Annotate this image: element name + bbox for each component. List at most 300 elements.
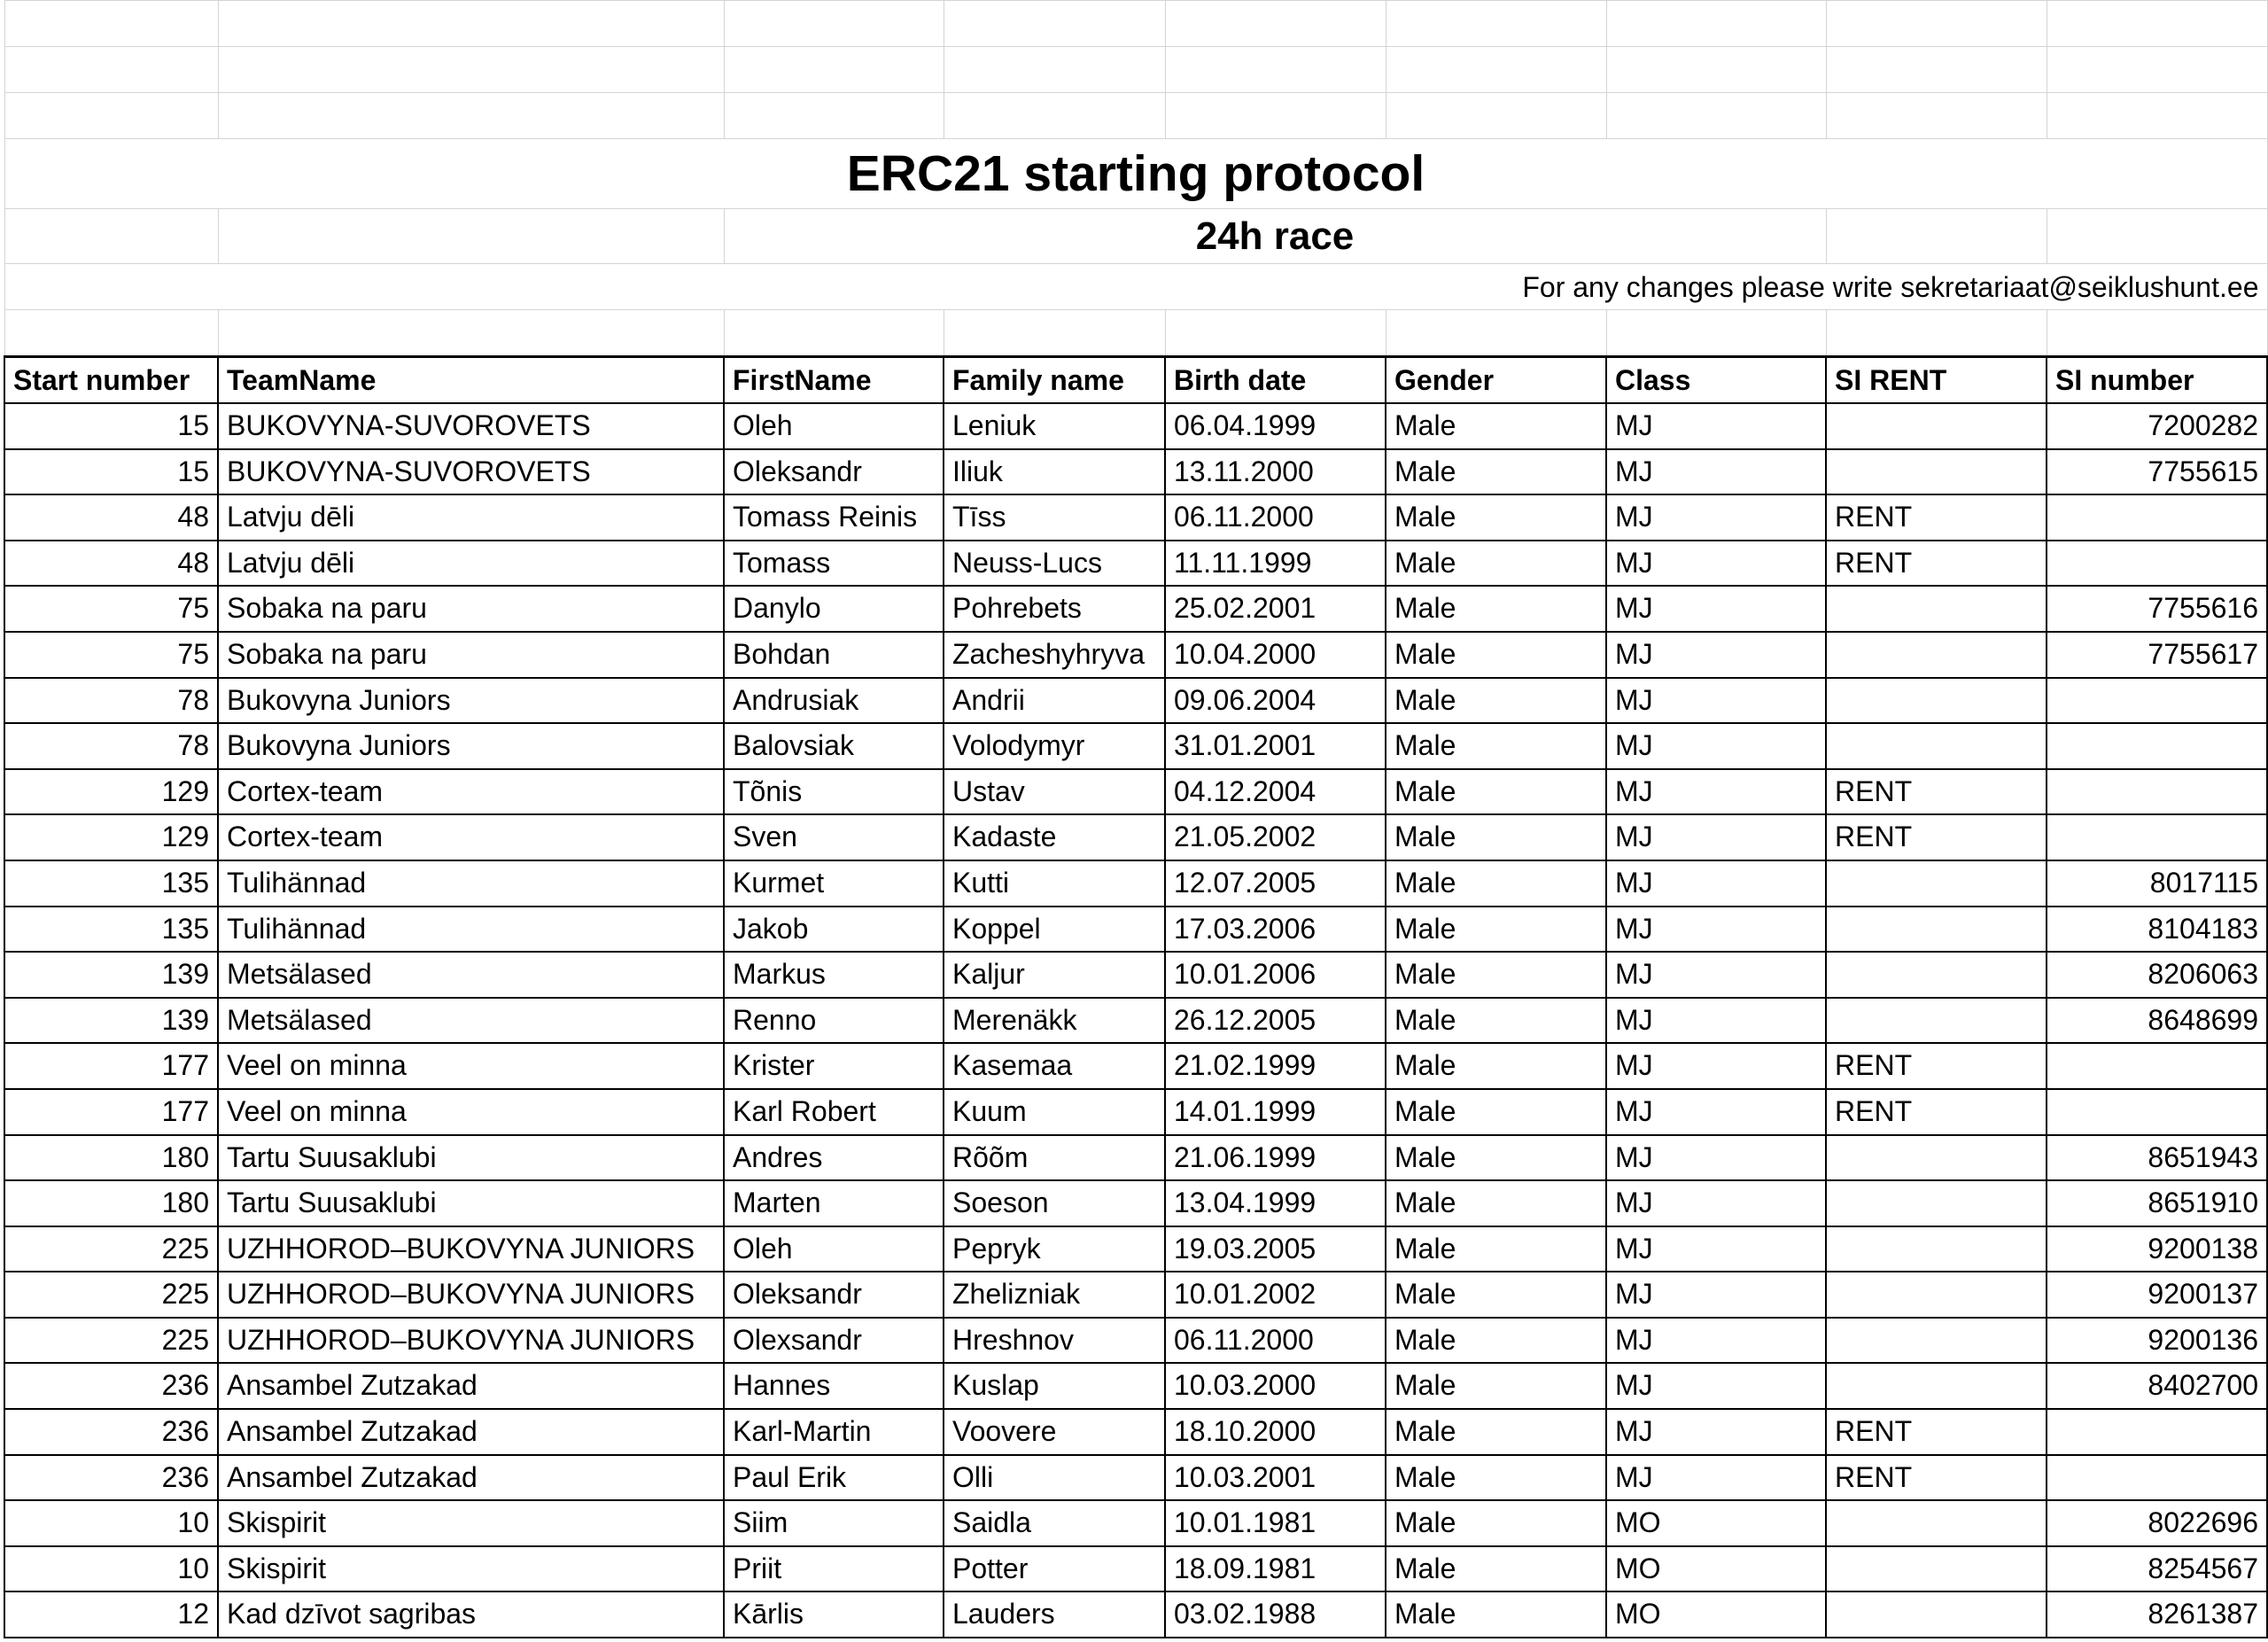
cell-si-rent[interactable]: RENT <box>1826 769 2047 815</box>
cell-start-number[interactable]: 10 <box>4 1546 218 1592</box>
cell-si-rent[interactable]: RENT <box>1826 1089 2047 1135</box>
cell-family-name[interactable]: Merenäkk <box>944 998 1165 1044</box>
cell-team-name[interactable]: Ansambel Zutzakad <box>218 1363 724 1409</box>
cell-si-rent[interactable] <box>1826 1546 2047 1592</box>
cell-start-number[interactable]: 225 <box>4 1272 218 1318</box>
cell-si-number[interactable]: 9200138 <box>2047 1226 2267 1272</box>
column-header-first-name[interactable]: FirstName <box>724 357 944 404</box>
contact-note[interactable]: For any changes please write sekretariaat@seiklushunt.ee <box>4 264 2267 310</box>
cell-class[interactable]: MJ <box>1606 1363 1826 1409</box>
cell-gender[interactable]: Male <box>1386 403 1606 449</box>
cell-start-number[interactable]: 78 <box>4 723 218 769</box>
cell-team-name[interactable]: UZHHOROD–BUKOVYNA JUNIORS <box>218 1272 724 1318</box>
cell[interactable] <box>1606 93 1826 139</box>
cell-family-name[interactable]: Kuum <box>944 1089 1165 1135</box>
cell-team-name[interactable]: Latvju dēli <box>218 494 724 541</box>
cell-class[interactable]: MJ <box>1606 769 1826 815</box>
cell-birth-date[interactable]: 12.07.2005 <box>1165 860 1386 907</box>
cell-family-name[interactable]: Kasemaa <box>944 1043 1165 1089</box>
cell-team-name[interactable]: Ansambel Zutzakad <box>218 1455 724 1501</box>
cell-si-number[interactable]: 8254567 <box>2047 1546 2267 1592</box>
cell-family-name[interactable]: Voovere <box>944 1409 1165 1455</box>
cell-first-name[interactable]: Bohdan <box>724 632 944 678</box>
cell-team-name[interactable]: Tulihännad <box>218 860 724 907</box>
cell-class[interactable]: MJ <box>1606 723 1826 769</box>
column-header-team-name[interactable]: TeamName <box>218 357 724 404</box>
table-row <box>4 586 2267 632</box>
cell-birth-date[interactable]: 13.04.1999 <box>1165 1180 1386 1226</box>
cell-start-number[interactable]: 75 <box>4 586 218 632</box>
cell-gender[interactable]: Male <box>1386 998 1606 1044</box>
cell-team-name[interactable]: Bukovyna Juniors <box>218 678 724 724</box>
cell-gender[interactable]: Male <box>1386 1180 1606 1226</box>
cell-class[interactable]: MJ <box>1606 1180 1826 1226</box>
cell-start-number[interactable]: 12 <box>4 1591 218 1638</box>
cell-birth-date[interactable]: 10.01.1981 <box>1165 1500 1386 1546</box>
cell-birth-date[interactable]: 10.01.2006 <box>1165 952 1386 998</box>
cell-class[interactable]: MJ <box>1606 586 1826 632</box>
cell-first-name[interactable]: Jakob <box>724 907 944 953</box>
cell-team-name[interactable]: Latvju dēli <box>218 541 724 587</box>
cell-family-name[interactable]: Neuss-Lucs <box>944 541 1165 587</box>
cell-si-number[interactable] <box>2047 814 2267 860</box>
cell-gender[interactable]: Male <box>1386 723 1606 769</box>
cell-team-name[interactable]: BUKOVYNA-SUVOROVETS <box>218 449 724 495</box>
cell-gender[interactable]: Male <box>1386 678 1606 724</box>
cell-si-number[interactable] <box>2047 1043 2267 1089</box>
cell-gender[interactable]: Male <box>1386 952 1606 998</box>
cell-si-number[interactable]: 8651943 <box>2047 1135 2267 1181</box>
cell[interactable] <box>218 209 724 264</box>
cell-birth-date[interactable]: 06.11.2000 <box>1165 1318 1386 1364</box>
cell-start-number[interactable]: 177 <box>4 1089 218 1135</box>
cell[interactable] <box>1386 47 1606 93</box>
cell-family-name[interactable]: Kadaste <box>944 814 1165 860</box>
cell-birth-date[interactable]: 10.03.2001 <box>1165 1455 1386 1501</box>
cell-team-name[interactable]: Ansambel Zutzakad <box>218 1409 724 1455</box>
cell-start-number[interactable]: 236 <box>4 1363 218 1409</box>
cell-first-name[interactable]: Andrusiak <box>724 678 944 724</box>
column-header-birth-date[interactable]: Birth date <box>1165 357 1386 404</box>
cell-birth-date[interactable]: 19.03.2005 <box>1165 1226 1386 1272</box>
cell-start-number[interactable]: 10 <box>4 1500 218 1546</box>
cell-start-number[interactable]: 15 <box>4 403 218 449</box>
cell[interactable] <box>1606 1 1826 47</box>
cell-birth-date[interactable]: 10.04.2000 <box>1165 632 1386 678</box>
cell-family-name[interactable]: Lauders <box>944 1591 1165 1638</box>
cell-start-number[interactable]: 129 <box>4 769 218 815</box>
cell-family-name[interactable]: Kaljur <box>944 952 1165 998</box>
cell-start-number[interactable]: 139 <box>4 998 218 1044</box>
cell[interactable] <box>218 47 724 93</box>
cell-class[interactable]: MJ <box>1606 541 1826 587</box>
cell-si-rent[interactable]: RENT <box>1826 1409 2047 1455</box>
cell-si-number[interactable]: 8648699 <box>2047 998 2267 1044</box>
cell-start-number[interactable]: 135 <box>4 860 218 907</box>
cell-class[interactable]: MJ <box>1606 1089 1826 1135</box>
cell-si-rent[interactable] <box>1826 860 2047 907</box>
cell-family-name[interactable]: Leniuk <box>944 403 1165 449</box>
cell-team-name[interactable]: Kad dzīvot sagribas <box>218 1591 724 1638</box>
cell-si-rent[interactable] <box>1826 632 2047 678</box>
cell-gender[interactable]: Male <box>1386 769 1606 815</box>
cell-class[interactable]: MJ <box>1606 952 1826 998</box>
column-header-family-name[interactable]: Family name <box>944 357 1165 404</box>
cell-start-number[interactable]: 236 <box>4 1455 218 1501</box>
cell-birth-date[interactable]: 11.11.1999 <box>1165 541 1386 587</box>
cell-first-name[interactable]: Marten <box>724 1180 944 1226</box>
cell[interactable] <box>1606 47 1826 93</box>
cell[interactable] <box>944 310 1165 357</box>
cell-start-number[interactable]: 75 <box>4 632 218 678</box>
cell-first-name[interactable]: Karl-Martin <box>724 1409 944 1455</box>
cell-si-rent[interactable]: RENT <box>1826 541 2047 587</box>
cell-start-number[interactable]: 225 <box>4 1226 218 1272</box>
cell-start-number[interactable]: 15 <box>4 449 218 495</box>
cell[interactable] <box>1165 93 1386 139</box>
cell-gender[interactable]: Male <box>1386 1043 1606 1089</box>
cell-class[interactable]: MJ <box>1606 1135 1826 1181</box>
cell[interactable] <box>4 93 218 139</box>
cell-first-name[interactable]: Siim <box>724 1500 944 1546</box>
table-row <box>4 1135 2267 1181</box>
cell-si-number[interactable] <box>2047 1089 2267 1135</box>
cell[interactable] <box>944 93 1165 139</box>
cell-team-name[interactable]: Tartu Suusaklubi <box>218 1180 724 1226</box>
cell-class[interactable]: MJ <box>1606 1318 1826 1364</box>
column-header-si-number[interactable]: SI number <box>2047 357 2267 404</box>
column-header-start-number[interactable]: Start number <box>4 357 218 404</box>
cell-birth-date[interactable]: 18.09.1981 <box>1165 1546 1386 1592</box>
cell-si-number[interactable] <box>2047 541 2267 587</box>
cell-family-name[interactable]: Iliuk <box>944 449 1165 495</box>
cell-class[interactable]: MJ <box>1606 907 1826 953</box>
cell-gender[interactable]: Male <box>1386 1363 1606 1409</box>
cell-class[interactable]: MO <box>1606 1546 1826 1592</box>
cell-gender[interactable]: Male <box>1386 1591 1606 1638</box>
cell[interactable] <box>218 1 724 47</box>
cell-start-number[interactable]: 48 <box>4 541 218 587</box>
cell-class[interactable]: MJ <box>1606 1226 1826 1272</box>
cell-si-rent[interactable] <box>1826 723 2047 769</box>
cell-first-name[interactable]: Kārlis <box>724 1591 944 1638</box>
cell[interactable] <box>724 310 944 357</box>
cell-team-name[interactable]: Skispirit <box>218 1500 724 1546</box>
cell-team-name[interactable]: Sobaka na paru <box>218 586 724 632</box>
cell-first-name[interactable]: Danylo <box>724 586 944 632</box>
cell-birth-date[interactable]: 04.12.2004 <box>1165 769 1386 815</box>
cell-birth-date[interactable]: 06.04.1999 <box>1165 403 1386 449</box>
cell[interactable] <box>4 1 218 47</box>
cell-first-name[interactable]: Kurmet <box>724 860 944 907</box>
contact-row <box>4 264 2267 310</box>
cell-family-name[interactable]: Pohrebets <box>944 586 1165 632</box>
cell-first-name[interactable]: Andres <box>724 1135 944 1181</box>
cell-start-number[interactable]: 180 <box>4 1135 218 1181</box>
cell[interactable] <box>4 209 218 264</box>
cell-start-number[interactable]: 236 <box>4 1409 218 1455</box>
cell-birth-date[interactable]: 10.03.2000 <box>1165 1363 1386 1409</box>
cell[interactable] <box>1826 47 2047 93</box>
column-header-class[interactable]: Class <box>1606 357 1826 404</box>
cell-team-name[interactable]: Tulihännad <box>218 907 724 953</box>
cell[interactable] <box>724 47 944 93</box>
cell-family-name[interactable]: Soeson <box>944 1180 1165 1226</box>
cell-si-rent[interactable] <box>1826 1318 2047 1364</box>
cell[interactable] <box>2047 209 2267 264</box>
cell-class[interactable]: MJ <box>1606 814 1826 860</box>
cell-gender[interactable]: Male <box>1386 1409 1606 1455</box>
cell-si-number[interactable] <box>2047 769 2267 815</box>
cell[interactable] <box>724 93 944 139</box>
cell-si-rent[interactable] <box>1826 1135 2047 1181</box>
cell-first-name[interactable]: Oleh <box>724 1226 944 1272</box>
cell-class[interactable]: MJ <box>1606 998 1826 1044</box>
cell[interactable] <box>1826 310 2047 357</box>
cell-birth-date[interactable]: 09.06.2004 <box>1165 678 1386 724</box>
cell-si-rent[interactable] <box>1826 1180 2047 1226</box>
cell-family-name[interactable]: Hreshnov <box>944 1318 1165 1364</box>
cell-si-rent[interactable] <box>1826 403 2047 449</box>
cell-family-name[interactable]: Tīss <box>944 494 1165 541</box>
cell-family-name[interactable]: Volodymyr <box>944 723 1165 769</box>
cell-si-rent[interactable] <box>1826 449 2047 495</box>
cell-si-rent[interactable] <box>1826 678 2047 724</box>
cell-si-rent[interactable] <box>1826 1591 2047 1638</box>
cell-si-rent[interactable] <box>1826 1363 2047 1409</box>
cell-si-number[interactable]: 7755615 <box>2047 449 2267 495</box>
cell-si-number[interactable] <box>2047 678 2267 724</box>
cell-si-number[interactable] <box>2047 723 2267 769</box>
cell-team-name[interactable]: Skispirit <box>218 1546 724 1592</box>
cell-team-name[interactable]: Bukovyna Juniors <box>218 723 724 769</box>
cell-team-name[interactable]: Tartu Suusaklubi <box>218 1135 724 1181</box>
cell-family-name[interactable]: Kutti <box>944 860 1165 907</box>
cell-class[interactable]: MJ <box>1606 449 1826 495</box>
cell-si-rent[interactable] <box>1826 907 2047 953</box>
cell-si-rent[interactable] <box>1826 1272 2047 1318</box>
cell-si-rent[interactable] <box>1826 998 2047 1044</box>
cell-first-name[interactable]: Priit <box>724 1546 944 1592</box>
cell-si-rent[interactable] <box>1826 1226 2047 1272</box>
cell-birth-date[interactable]: 17.03.2006 <box>1165 907 1386 953</box>
blank-row <box>4 310 2267 357</box>
cell-gender[interactable]: Male <box>1386 586 1606 632</box>
cell-si-rent[interactable] <box>1826 586 2047 632</box>
cell-si-number[interactable]: 8261387 <box>2047 1591 2267 1638</box>
cell[interactable] <box>1386 1 1606 47</box>
cell-first-name[interactable]: Karl Robert <box>724 1089 944 1135</box>
cell-birth-date[interactable]: 10.01.2002 <box>1165 1272 1386 1318</box>
cell[interactable] <box>1826 93 2047 139</box>
cell-si-rent[interactable]: RENT <box>1826 494 2047 541</box>
cell-start-number[interactable]: 135 <box>4 907 218 953</box>
cell-family-name[interactable]: Saidla <box>944 1500 1165 1546</box>
cell-si-number[interactable]: 8104183 <box>2047 907 2267 953</box>
cell-family-name[interactable]: Ustav <box>944 769 1165 815</box>
cell-si-rent[interactable]: RENT <box>1826 814 2047 860</box>
cell-class[interactable]: MJ <box>1606 632 1826 678</box>
cell[interactable] <box>4 47 218 93</box>
cell-si-rent[interactable]: RENT <box>1826 1043 2047 1089</box>
cell-class[interactable]: MO <box>1606 1500 1826 1546</box>
cell-birth-date[interactable]: 25.02.2001 <box>1165 586 1386 632</box>
cell-gender[interactable]: Male <box>1386 1089 1606 1135</box>
cell-gender[interactable]: Male <box>1386 449 1606 495</box>
cell-team-name[interactable]: Cortex-team <box>218 769 724 815</box>
cell-team-name[interactable]: UZHHOROD–BUKOVYNA JUNIORS <box>218 1226 724 1272</box>
cell-gender[interactable]: Male <box>1386 1272 1606 1318</box>
cell-si-number[interactable] <box>2047 1409 2267 1455</box>
cell-start-number[interactable]: 139 <box>4 952 218 998</box>
cell-first-name[interactable]: Olexsandr <box>724 1318 944 1364</box>
cell-gender[interactable]: Male <box>1386 541 1606 587</box>
cell[interactable] <box>4 310 218 357</box>
column-header-si-rent[interactable]: SI RENT <box>1826 357 2047 404</box>
cell-class[interactable]: MJ <box>1606 1272 1826 1318</box>
cell-start-number[interactable]: 180 <box>4 1180 218 1226</box>
cell[interactable] <box>1165 1 1386 47</box>
cell-birth-date[interactable]: 31.01.2001 <box>1165 723 1386 769</box>
cell-gender[interactable]: Male <box>1386 1226 1606 1272</box>
page-subtitle[interactable]: 24h race <box>724 209 1826 264</box>
cell-birth-date[interactable]: 14.01.1999 <box>1165 1089 1386 1135</box>
cell-si-number[interactable]: 8651910 <box>2047 1180 2267 1226</box>
cell-class[interactable]: MJ <box>1606 678 1826 724</box>
cell-si-number[interactable] <box>2047 494 2267 541</box>
cell-gender[interactable]: Male <box>1386 1318 1606 1364</box>
cell-start-number[interactable]: 78 <box>4 678 218 724</box>
cell[interactable] <box>944 47 1165 93</box>
cell-gender[interactable]: Male <box>1386 1546 1606 1592</box>
cell-family-name[interactable]: Rõõm <box>944 1135 1165 1181</box>
cell-family-name[interactable]: Pepryk <box>944 1226 1165 1272</box>
cell-si-rent[interactable] <box>1826 1500 2047 1546</box>
cell-family-name[interactable]: Zacheshyhryva <box>944 632 1165 678</box>
cell-first-name[interactable]: Renno <box>724 998 944 1044</box>
cell[interactable] <box>1165 310 1386 357</box>
cell-first-name[interactable]: Sven <box>724 814 944 860</box>
cell-family-name[interactable]: Andrii <box>944 678 1165 724</box>
cell-si-number[interactable]: 8206063 <box>2047 952 2267 998</box>
cell-si-number[interactable]: 8017115 <box>2047 860 2267 907</box>
cell-first-name[interactable]: Krister <box>724 1043 944 1089</box>
cell-si-number[interactable]: 9200136 <box>2047 1318 2267 1364</box>
cell-gender[interactable]: Male <box>1386 814 1606 860</box>
cell[interactable] <box>218 310 724 357</box>
cell-gender[interactable]: Male <box>1386 1135 1606 1181</box>
cell-gender[interactable]: Male <box>1386 860 1606 907</box>
cell-first-name[interactable]: Tomass <box>724 541 944 587</box>
cell-gender[interactable]: Male <box>1386 907 1606 953</box>
cell-class[interactable]: MJ <box>1606 1043 1826 1089</box>
cell[interactable] <box>944 1 1165 47</box>
cell-gender[interactable]: Male <box>1386 494 1606 541</box>
cell-family-name[interactable]: Koppel <box>944 907 1165 953</box>
cell-first-name[interactable]: Oleh <box>724 403 944 449</box>
cell-start-number[interactable]: 48 <box>4 494 218 541</box>
cell-team-name[interactable]: Metsälased <box>218 998 724 1044</box>
cell-class[interactable]: MO <box>1606 1591 1826 1638</box>
cell[interactable] <box>1826 1 2047 47</box>
cell-first-name[interactable]: Oleksandr <box>724 449 944 495</box>
cell-team-name[interactable]: Veel on minna <box>218 1043 724 1089</box>
cell[interactable] <box>2047 1 2267 47</box>
column-header-gender[interactable]: Gender <box>1386 357 1606 404</box>
cell-team-name[interactable]: Metsälased <box>218 952 724 998</box>
cell-class[interactable]: MJ <box>1606 860 1826 907</box>
cell-si-rent[interactable]: RENT <box>1826 1455 2047 1501</box>
cell-first-name[interactable]: Tomass Reinis <box>724 494 944 541</box>
cell[interactable] <box>1386 310 1606 357</box>
cell[interactable] <box>218 93 724 139</box>
cell[interactable] <box>1386 93 1606 139</box>
cell[interactable] <box>1606 310 1826 357</box>
cell[interactable] <box>2047 47 2267 93</box>
cell[interactable] <box>1826 209 2047 264</box>
cell-birth-date[interactable]: 21.06.1999 <box>1165 1135 1386 1181</box>
table-row <box>4 1226 2267 1272</box>
cell-class[interactable]: MJ <box>1606 1455 1826 1501</box>
cell-si-number[interactable]: 7755617 <box>2047 632 2267 678</box>
cell-si-number[interactable]: 9200137 <box>2047 1272 2267 1318</box>
cell[interactable] <box>724 1 944 47</box>
cell[interactable] <box>2047 93 2267 139</box>
cell-class[interactable]: MJ <box>1606 1409 1826 1455</box>
cell-si-number[interactable]: 8402700 <box>2047 1363 2267 1409</box>
cell-birth-date[interactable]: 18.10.2000 <box>1165 1409 1386 1455</box>
page-title[interactable]: ERC21 starting protocol <box>4 139 2267 209</box>
cell-team-name[interactable]: UZHHOROD–BUKOVYNA JUNIORS <box>218 1318 724 1364</box>
cell-start-number[interactable]: 225 <box>4 1318 218 1364</box>
cell-class[interactable]: MJ <box>1606 494 1826 541</box>
cell-birth-date[interactable]: 26.12.2005 <box>1165 998 1386 1044</box>
cell-first-name[interactable]: Tõnis <box>724 769 944 815</box>
cell-si-number[interactable]: 8022696 <box>2047 1500 2267 1546</box>
cell-birth-date[interactable]: 21.02.1999 <box>1165 1043 1386 1089</box>
cell-class[interactable]: MJ <box>1606 403 1826 449</box>
cell[interactable] <box>2047 310 2267 357</box>
cell-first-name[interactable]: Balovsiak <box>724 723 944 769</box>
cell-first-name[interactable]: Oleksandr <box>724 1272 944 1318</box>
cell-gender[interactable]: Male <box>1386 1455 1606 1501</box>
cell-si-rent[interactable] <box>1826 952 2047 998</box>
cell-family-name[interactable]: Kuslap <box>944 1363 1165 1409</box>
cell-si-number[interactable] <box>2047 1455 2267 1501</box>
cell-first-name[interactable]: Paul Erik <box>724 1455 944 1501</box>
cell-gender[interactable]: Male <box>1386 1500 1606 1546</box>
cell-si-number[interactable]: 7200282 <box>2047 403 2267 449</box>
cell[interactable] <box>1165 47 1386 93</box>
cell-team-name[interactable]: Veel on minna <box>218 1089 724 1135</box>
cell-birth-date[interactable]: 13.11.2000 <box>1165 449 1386 495</box>
cell-family-name[interactable]: Potter <box>944 1546 1165 1592</box>
cell-birth-date[interactable]: 03.02.1988 <box>1165 1591 1386 1638</box>
cell-birth-date[interactable]: 06.11.2000 <box>1165 494 1386 541</box>
cell-si-number[interactable]: 7755616 <box>2047 586 2267 632</box>
cell-first-name[interactable]: Hannes <box>724 1363 944 1409</box>
cell-gender[interactable]: Male <box>1386 632 1606 678</box>
cell-start-number[interactable]: 129 <box>4 814 218 860</box>
cell-family-name[interactable]: Zhelizniak <box>944 1272 1165 1318</box>
cell-first-name[interactable]: Markus <box>724 952 944 998</box>
cell-team-name[interactable]: Cortex-team <box>218 814 724 860</box>
cell-start-number[interactable]: 177 <box>4 1043 218 1089</box>
cell-team-name[interactable]: Sobaka na paru <box>218 632 724 678</box>
cell-family-name[interactable]: Olli <box>944 1455 1165 1501</box>
cell-birth-date[interactable]: 21.05.2002 <box>1165 814 1386 860</box>
cell-team-name[interactable]: BUKOVYNA-SUVOROVETS <box>218 403 724 449</box>
